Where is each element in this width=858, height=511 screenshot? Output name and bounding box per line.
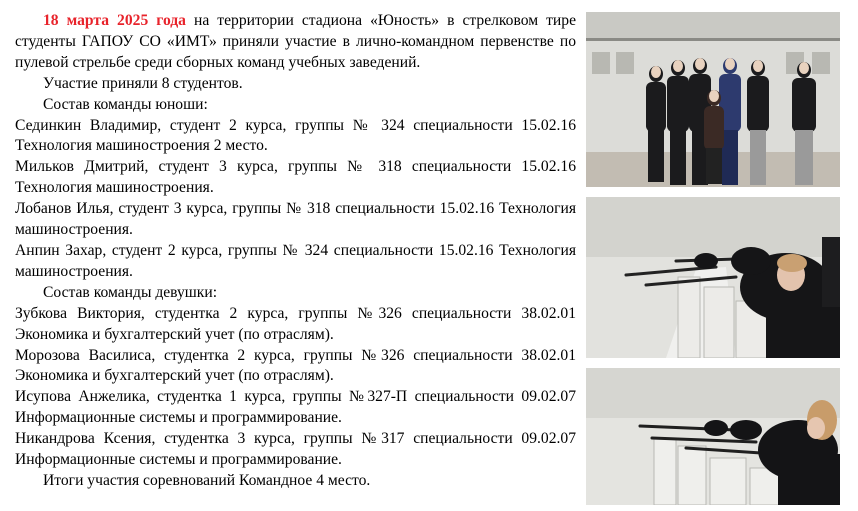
boys-member: Анпин Захар, студент 2 курса, группы № 324 специальности 15.02.16 Технология машиностроения. <box>15 241 576 280</box>
event-date: 18 марта 2025 года <box>43 12 186 29</box>
girls-team-heading: Состав команды девушки: <box>43 283 218 301</box>
girls-member: Никандрова Ксения, студентка 3 курса, группы №317 специальности 09.02.07 Информационные системы и программирование. <box>15 430 576 469</box>
shooting-range-photo-boys <box>586 197 840 358</box>
result-line: Итоги участия соревнований Командное 4 место. <box>43 471 371 489</box>
boys-member: Мильков Дмитрий, студент 3 курса, группы № 318 специальности 15.02.16 Технология машиностроения. <box>15 158 576 197</box>
boys-member: Сединкин Владимир, студент 2 курса, группы № 324 специальности 15.02.16 Технология машиностроения 2 место. <box>15 116 576 155</box>
girls-member: Исупова Анжелика, студентка 1 курса, группы №327-П специальности 09.02.07 Информационные системы и программирование. <box>15 388 576 427</box>
intro-text: на территории стадиона «Юность» в стрелковом тире студенты ГАПОУ СО «ИМТ» приняли участие в лично-командном первенстве по пулевой стрельбе среди сборных команд учебных заведений. <box>15 12 576 71</box>
girls-member: Морозова Василиса, студентка 2 курса, группы №326 специальности 38.02.01 Экономика и бухгалтерский учет (по отраслям). <box>15 346 576 385</box>
team-group-photo <box>586 12 840 187</box>
article-body <box>15 11 576 492</box>
shooting-range-photo-girls <box>586 368 840 505</box>
girls-member: Зубкова Виктория, студентка 2 курса, группы №326 специальности 38.02.01 Экономика и бухгалтерский учет (по отраслям). <box>15 304 576 343</box>
intro-paragraph <box>15 11 576 74</box>
boys-team-heading: Состав команды юноши: <box>43 95 208 113</box>
boys-member: Лобанов Илья, студент 3 курса, группы № 318 специальности 15.02.16 Технология машиностроения. <box>15 200 576 239</box>
participants-count: Участие приняли 8 студентов. <box>43 74 243 92</box>
